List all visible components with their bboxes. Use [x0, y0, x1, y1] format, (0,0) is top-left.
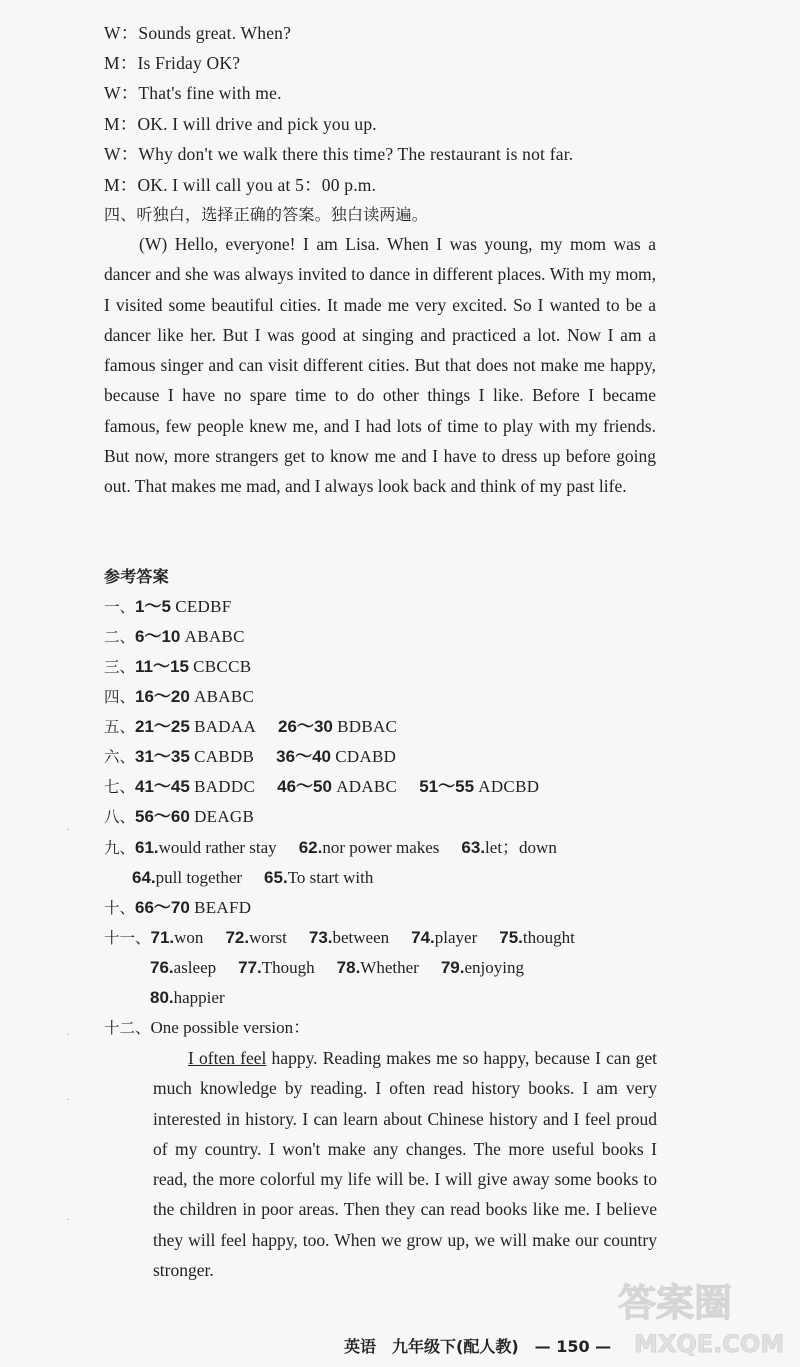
answer-row — [104, 626, 245, 648]
question-number: 80. — [150, 988, 174, 1007]
question-range: 41～45 — [135, 777, 190, 796]
answer-text: One possible version： — [150, 1018, 311, 1037]
question-range: 51～55 — [419, 777, 475, 796]
monologue-text: (W) Hello, everyone! I am Lisa. When I was young, my mom was a dancer and she was always invited to dance in different places. With my mom, I visited some beautiful cities. It made me very excited. So I wanted to be a dancer like her. But I was good at singing and practiced a lot. Now I am a famous singer and can visit different cities. But that does not make me happy, because I have no spare time to do other things I like. Before I became famous, few people knew me, and I had lots of time to play with my friends. But now, more strangers get to know me and I have to dress up before going out. That makes me mad, and I always look back and think of my past life. — [104, 234, 656, 497]
answer-key: CABDB — [194, 747, 255, 766]
answer-text: would rather stay — [158, 838, 277, 857]
question-range: 21～25 — [135, 717, 190, 736]
answer-key: BADDC — [194, 777, 256, 796]
question-range: 26～30 — [278, 717, 333, 736]
question-number: 71. — [150, 928, 175, 947]
answer-row — [132, 867, 373, 889]
question-range: 31～35 — [135, 747, 190, 766]
answer-key: DEAGB — [194, 807, 255, 826]
margin-dot: · — [66, 825, 70, 836]
svg-text:答案圈: 答案圈 — [618, 1281, 733, 1325]
answer-row — [150, 987, 225, 1009]
answer-text: Though — [261, 958, 315, 977]
essay-body: happy. Reading makes me so happy, because I can get much knowledge by reading. I often read history books. I am very interested in history. I can learn about Chinese history and I feel proud of my country. I won't make any changes. The more useful books I read, the more colorful my life will be. I will give away some books to the children in poor areas. Then they can read books like me. I believe they will feel happy, too. When we grow up, we will make our country stronger. — [153, 1048, 657, 1281]
section-number: 六、 — [104, 748, 136, 766]
question-range: 16～20 — [135, 687, 190, 706]
question-range: 6～10 — [135, 627, 181, 646]
answer-row — [150, 957, 524, 979]
section-number: 十二、 — [104, 1019, 151, 1037]
answer-text: let；down — [485, 838, 557, 857]
answer-row — [104, 716, 397, 738]
answer-row — [104, 656, 251, 678]
question-number: 76. — [150, 958, 174, 977]
question-number: 72. — [225, 928, 250, 947]
margin-dot: · — [66, 1030, 70, 1041]
answer-row — [104, 596, 231, 618]
answer-key: ABABC — [184, 627, 245, 646]
question-number: 74. — [411, 928, 435, 947]
answer-text: happier — [173, 988, 225, 1007]
answers-heading: 参考答案 — [104, 567, 169, 586]
section-number: 一、 — [104, 598, 136, 616]
section-number: 五、 — [104, 718, 136, 736]
section-number: 十、 — [104, 899, 136, 917]
margin-dot: · — [66, 1215, 70, 1226]
dialogue-line: W：Why don't we walk there this time? The restaurant is not far. — [104, 144, 574, 164]
answer-text: worst — [249, 928, 287, 947]
answer-key: CEDBF — [175, 597, 232, 616]
section-heading: 四、听独白，选择正确的答案。独白读两遍。 — [104, 205, 429, 224]
essay-paragraph — [153, 1043, 657, 1285]
answer-text: To start with — [287, 868, 374, 887]
answer-key: ABABC — [194, 687, 255, 706]
question-number: 65. — [264, 868, 288, 887]
answer-text: thought — [522, 928, 575, 947]
underlined-phrase: I often feel — [188, 1048, 267, 1068]
question-range: 56～60 — [135, 807, 190, 826]
answer-row — [104, 927, 575, 949]
question-number: 75. — [499, 928, 523, 947]
essay-text — [153, 1043, 657, 1285]
answer-text: won — [174, 928, 204, 947]
question-number: 79. — [440, 958, 465, 977]
answer-row — [104, 746, 396, 768]
section-number: 十一、 — [104, 929, 151, 947]
answer-text: player — [434, 928, 478, 947]
watermark-logo — [612, 1268, 792, 1360]
answer-key: ADABC — [336, 777, 398, 796]
answer-text: asleep — [173, 958, 217, 977]
section-number: 三、 — [104, 658, 136, 676]
svg-text:MXQE.COM: MXQE.COM — [634, 1330, 785, 1358]
question-number: 77. — [238, 958, 262, 977]
dialogue-line: M：Is Friday OK? — [104, 53, 241, 73]
question-range: 46～50 — [277, 777, 332, 796]
answer-row — [104, 837, 557, 859]
section-number: 二、 — [104, 628, 136, 646]
answer-key: CDABD — [335, 747, 397, 766]
monologue-paragraph — [104, 229, 656, 502]
answer-text: between — [332, 928, 390, 947]
question-number: 62. — [298, 838, 323, 857]
answer-key: CBCCB — [193, 657, 252, 676]
answer-text: pull together — [155, 868, 243, 887]
dialogue-line: W：That's fine with me. — [104, 83, 282, 103]
answer-row — [104, 806, 254, 828]
section-number: 四、 — [104, 688, 136, 706]
section-number: 八、 — [104, 808, 136, 826]
question-range: 66～70 — [135, 898, 190, 917]
question-number: 78. — [336, 958, 361, 977]
answer-text: Whether — [360, 958, 419, 977]
answer-key: BADAA — [194, 717, 257, 736]
dialogue-line: M：OK. I will call you at 5：00 p.m. — [104, 175, 377, 195]
dialogue-line: M：OK. I will drive and pick you up. — [104, 114, 377, 134]
answer-row — [104, 776, 539, 798]
answer-row — [104, 686, 254, 708]
question-number: 73. — [308, 928, 333, 947]
section-number: 九、 — [104, 839, 136, 857]
section-number: 七、 — [104, 778, 136, 796]
question-range: 36～40 — [276, 747, 331, 766]
answer-row — [104, 897, 251, 919]
page-footer: 英语 九年级下(配人教) — 150 — — [344, 1337, 612, 1356]
answer-key: ADCBD — [478, 777, 540, 796]
question-number: 61. — [135, 838, 159, 857]
answer-row — [104, 1017, 310, 1039]
margin-dot: · — [66, 1095, 70, 1106]
question-range: 1～5 — [135, 597, 171, 616]
answer-text: enjoying — [464, 958, 524, 977]
question-number: 64. — [132, 868, 156, 887]
question-range: 11～15 — [135, 657, 189, 676]
question-number: 63. — [461, 838, 486, 857]
dialogue-line: W：Sounds great. When? — [104, 23, 292, 43]
answer-text: nor power makes — [322, 838, 440, 857]
answer-key: BEAFD — [194, 898, 252, 917]
answer-key: BDBAC — [337, 717, 398, 736]
